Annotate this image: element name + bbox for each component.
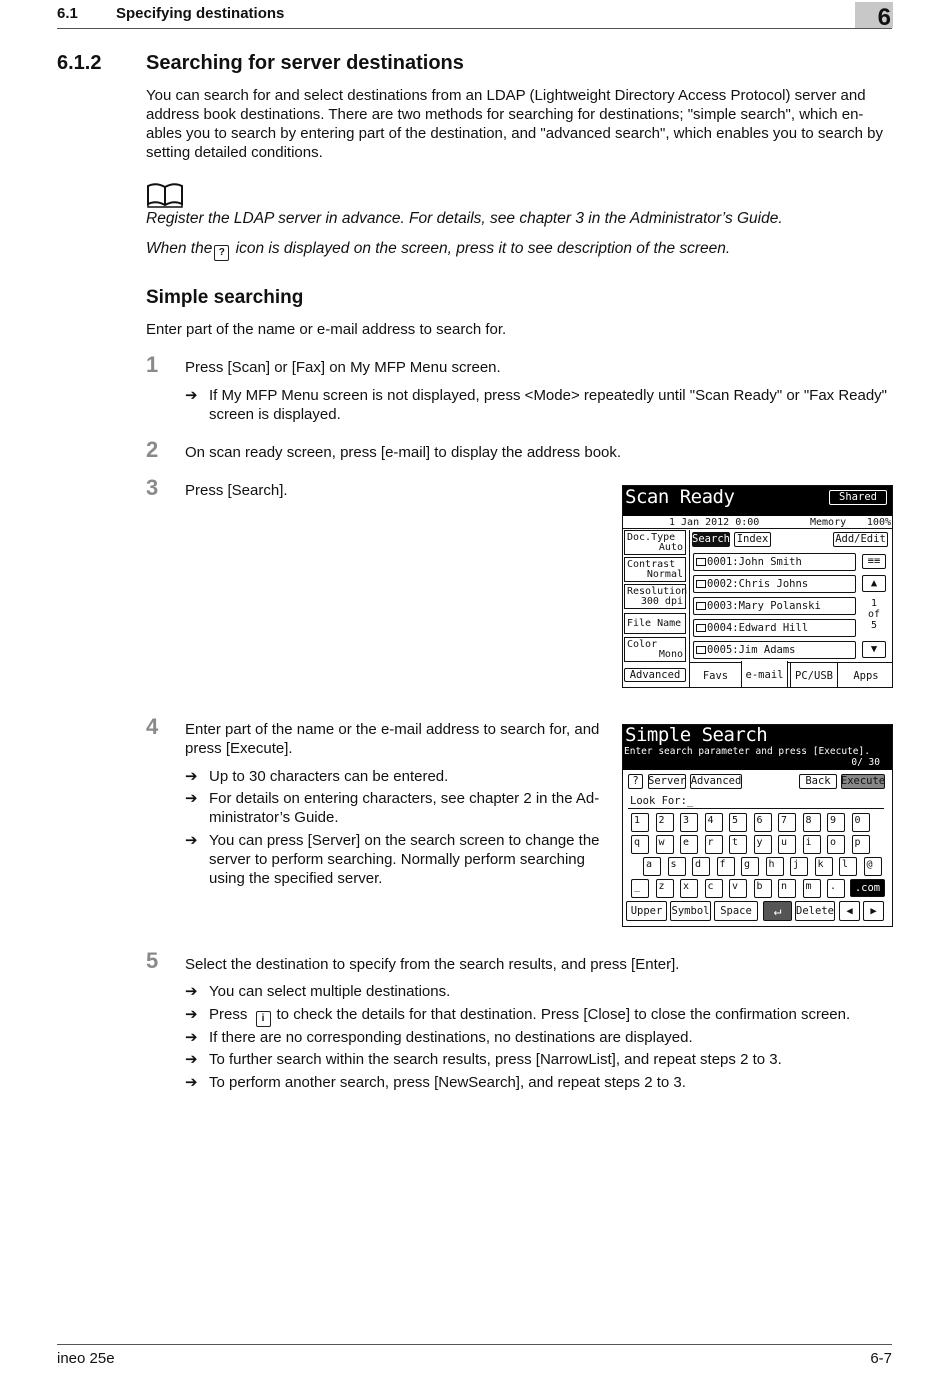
keyboard-key[interactable]: x [680, 879, 698, 898]
keyboard-key[interactable]: h [766, 857, 784, 876]
keyboard-key[interactable]: w [656, 835, 674, 854]
note-help-post: icon is displayed on the screen, press it to see description of the screen. [235, 240, 731, 257]
note-ldap: Register the LDAP server in advance. For details, see chapter 3 in the Administrator’s Guide. [146, 210, 783, 227]
dotcom-key[interactable]: .com [850, 879, 885, 897]
scroll-down-icon[interactable]: ▼ [862, 641, 886, 658]
press-label: Press [209, 1006, 248, 1023]
keyboard-key[interactable]: k [815, 857, 833, 876]
keyboard-key[interactable]: u [778, 835, 796, 854]
keyboard-key[interactable]: j [790, 857, 808, 876]
arrow-icon: ➔ [185, 1074, 198, 1091]
keyboard-key[interactable]: l [839, 857, 857, 876]
step-sub [209, 1005, 850, 1027]
keyboard-key[interactable]: e [680, 835, 698, 854]
color-setting[interactable]: Color Mono [624, 637, 686, 662]
footer-rule [57, 1344, 892, 1345]
keyboard-key[interactable]: n [778, 879, 796, 898]
date-time: 1 Jan 2012 0:00 [669, 517, 760, 528]
title-bar [623, 725, 893, 770]
keyboard-key[interactable]: g [741, 857, 759, 876]
keyboard-key[interactable]: 4 [705, 813, 723, 832]
char-counter: 0/ 30 [851, 757, 880, 768]
email-icon [696, 624, 706, 632]
contrast-setting[interactable]: Contrast Normal [624, 557, 686, 582]
keyboard-key[interactable]: 1 [631, 813, 649, 832]
scroll-up-icon[interactable]: ▲ [862, 575, 886, 592]
header-section-title: Specifying destinations [116, 5, 285, 22]
tab-bar [689, 662, 893, 688]
keyboard-key[interactable]: c [705, 879, 723, 898]
header-section-number: 6.1 [57, 5, 78, 22]
arrow-icon: ➔ [185, 832, 198, 849]
tab-apps[interactable]: Apps [837, 663, 893, 688]
index-button[interactable]: Index [734, 532, 771, 547]
help-icon[interactable]: ? [628, 774, 643, 789]
address-entry[interactable]: 0005:Jim Adams [693, 641, 856, 659]
step-sub: If My MFP Menu screen is not displayed, press <Mode> repeatedly until "Scan Ready" or "Fax Ready" screen is displayed. [209, 387, 888, 423]
tab-favs[interactable]: Favs [689, 663, 741, 688]
keyboard-key[interactable]: @ [864, 857, 882, 876]
screen-subtitle: Enter search parameter and press [Execute]. [624, 746, 870, 757]
step-number: 1 [146, 352, 159, 377]
keyboard-key[interactable]: _ [631, 879, 649, 898]
advanced-button[interactable]: Advanced [624, 668, 686, 682]
keyboard-key[interactable]: 9 [827, 813, 845, 832]
enter-key-icon[interactable]: ↵ [763, 901, 792, 921]
status-line [669, 517, 891, 528]
help-icon: ? [214, 245, 229, 261]
step-text: Enter part of the name or the e-mail address to search for, and press [Execute]. [185, 721, 600, 757]
add-edit-button[interactable]: Add/Edit [833, 532, 888, 547]
keyboard-key[interactable]: r [705, 835, 723, 854]
step-sub-text: to check the details for that destination. Press [Close] to close the confirmation screen. [276, 1006, 851, 1023]
keyboard-key[interactable]: d [692, 857, 710, 876]
keyboard-key[interactable]: 3 [680, 813, 698, 832]
space-key[interactable]: Space [714, 901, 758, 921]
step-text: Press [Search]. [185, 482, 288, 499]
doc-type-setting[interactable]: Doc.Type Auto [624, 530, 686, 555]
arrow-icon: ➔ [185, 983, 198, 1000]
keyboard-key[interactable]: o [827, 835, 845, 854]
heading-title: Searching for server destinations [146, 52, 464, 74]
keyboard-key[interactable]: y [754, 835, 772, 854]
keyboard-key[interactable]: 7 [778, 813, 796, 832]
keyboard-key[interactable]: p [852, 835, 870, 854]
page-indicator: 1 of 5 [867, 598, 881, 631]
memory-value: 100% [866, 517, 891, 528]
delete-key[interactable]: Delete [795, 901, 835, 921]
tab-pc-usb[interactable]: PC/USB [790, 663, 837, 688]
back-button[interactable]: Back [799, 774, 837, 789]
step-sub: If there are no corresponding destinations, no destinations are displayed. [209, 1029, 693, 1046]
note-help-pre: When the [146, 240, 213, 257]
scan-ready-screen [622, 485, 893, 688]
server-button[interactable]: Server [648, 775, 686, 788]
keyboard-key[interactable]: 6 [754, 813, 772, 832]
keyboard-key[interactable]: t [729, 835, 747, 854]
footer-page-number: 6-7 [870, 1350, 892, 1367]
email-icon [696, 558, 706, 566]
step-number: 3 [146, 475, 159, 500]
keyboard-key[interactable]: v [729, 879, 747, 898]
memory-label: Memory [810, 517, 847, 528]
upper-key[interactable]: Upper [626, 901, 667, 921]
advanced-button[interactable]: Advanced [690, 775, 742, 788]
step-sub: To perform another search, press [NewSearch], and repeat steps 2 to 3. [209, 1074, 686, 1091]
list-view-icon[interactable]: ≡≡ [862, 554, 886, 569]
chapter-number: 6 [877, 4, 891, 31]
detail-icon: i [256, 1011, 271, 1027]
step-text: Press [Scan] or [Fax] on My MFP Menu screen. [185, 359, 501, 376]
step-sub: For details on entering characters, see chapter 2 in the Ad-ministrator’s Guide. [209, 790, 600, 826]
email-icon [696, 646, 706, 654]
simple-intro: Enter part of the name or e-mail address to search for. [146, 321, 507, 338]
subheading-simple-searching: Simple searching [146, 287, 304, 308]
arrow-icon: ➔ [185, 768, 198, 785]
chapter-tab [855, 2, 893, 31]
address-entry[interactable]: 0001:John Smith [693, 553, 856, 571]
file-name-setting[interactable]: File Name [624, 613, 686, 634]
arrow-icon: ➔ [185, 790, 198, 807]
reference-book-icon [146, 182, 184, 208]
screen-title: Scan Ready [625, 486, 735, 508]
look-for-field[interactable]: Look For:_ [630, 795, 694, 807]
email-icon [696, 580, 706, 588]
heading-number: 6.1.2 [57, 52, 102, 74]
address-entry[interactable]: 0002:Chris Johns [693, 575, 856, 593]
simple-search-screen [622, 724, 893, 927]
intro-paragraph: You can search for and select destinations from an LDAP (Lightweight Directory Access Protocol) server and address book destinations. There are two methods for searching for destinations; "simple search", which en-ables you to search by entering part of the destination, and "advanced search", which enables you to search by setting detailed conditions. [146, 87, 883, 161]
step-sub: You can press [Server] on the search screen to change the server to perform searching. Normally perform searching using the specified server. [209, 832, 600, 887]
note-help [146, 240, 730, 261]
shared-button[interactable]: Shared [829, 490, 887, 505]
step-text: On scan ready screen, press [e-mail] to display the address book. [185, 444, 622, 461]
step-text: Select the destination to specify from the search results, and press [Enter]. [185, 956, 680, 973]
screen-title: Simple Search [625, 724, 768, 746]
keyboard-key[interactable]: 8 [803, 813, 821, 832]
cursor-left-icon[interactable]: ◀ [839, 901, 860, 921]
tab-email[interactable]: e-mail [741, 661, 788, 688]
keyboard-key[interactable]: 2 [656, 813, 674, 832]
step-number: 2 [146, 437, 159, 462]
keyboard-key[interactable]: . [827, 879, 845, 898]
keyboard-key[interactable]: b [754, 879, 772, 898]
step-sub: You can select multiple destinations. [209, 983, 451, 1000]
keyboard-key[interactable]: a [643, 857, 661, 876]
keyboard-key[interactable]: f [717, 857, 735, 876]
step-sub: Up to 30 characters can be entered. [209, 768, 449, 785]
address-entry[interactable]: 0003:Mary Polanski [693, 597, 856, 615]
footer-product: ineo 25e [57, 1350, 115, 1367]
step-number: 5 [146, 948, 159, 973]
email-icon [696, 602, 706, 610]
keyboard-key[interactable]: i [803, 835, 821, 854]
cursor-right-icon[interactable]: ▶ [863, 901, 884, 921]
keyboard-key[interactable]: z [656, 879, 674, 898]
keyboard-key[interactable]: 5 [729, 813, 747, 832]
search-button[interactable]: Search [692, 533, 730, 546]
execute-button[interactable]: Execute [840, 775, 886, 788]
keyboard-key[interactable]: 0 [852, 813, 870, 832]
symbol-key[interactable]: Symbol [670, 901, 711, 921]
address-entry[interactable]: 0004:Edward Hill [693, 619, 856, 637]
keyboard-key[interactable]: q [631, 835, 649, 854]
keyboard-key[interactable]: m [803, 879, 821, 898]
arrow-icon: ➔ [185, 1051, 198, 1068]
resolution-setting[interactable]: Resolution 300 dpi [624, 584, 686, 609]
arrow-icon: ➔ [185, 1006, 198, 1023]
header-rule [57, 28, 892, 29]
arrow-icon: ➔ [185, 387, 198, 404]
arrow-icon: ➔ [185, 1029, 198, 1046]
keyboard-key[interactable]: s [668, 857, 686, 876]
step-number: 4 [146, 714, 159, 739]
step-sub: To further search within the search results, press [NarrowList], and repeat steps 2 to 3. [209, 1051, 782, 1068]
